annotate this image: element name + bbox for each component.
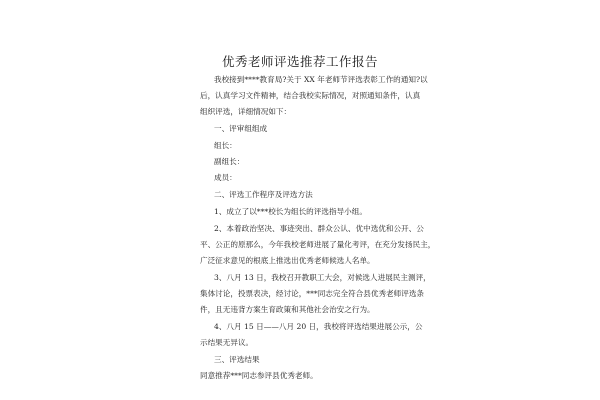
- paragraph-line: 副组长：: [214, 157, 245, 166]
- paragraph-line: 组长：: [214, 141, 237, 150]
- paragraph-line: 4、八月 15 日——八月 20 日，我校将评选结果进展公示，公: [214, 322, 423, 331]
- paragraph-line: 3、八月 13 日，我校召开教职工大会，对候选人进展民主测评，: [214, 273, 431, 282]
- paragraph-line: 后，认真学习文件精神，结合我校实际情况，对照通知条件，认真: [200, 91, 421, 100]
- paragraph-line: 广泛征求意见的根底上推选出优秀老师候选人名单。: [200, 256, 375, 265]
- paragraph-line: 同意推荐***同志参评县优秀老师。: [200, 371, 318, 380]
- paragraph-line: 组织评选，详细情况如下：: [200, 107, 292, 116]
- paragraph-line: 成员：: [214, 173, 237, 182]
- paragraph-line: 集体讨论，投票表决，经讨论，***同志完全符合县优秀老师评选条: [200, 289, 425, 298]
- paragraph-line: 1、成立了以***校长为组长的评选指导小组。: [214, 207, 367, 216]
- section-heading: 二、评选工作程序及评选方法: [214, 190, 313, 199]
- paragraph-line: 平、公正的原那么，今年我校老师进展了量化考评，在充分发扬民主，: [200, 240, 436, 249]
- document-title: 优秀老师评选推荐工作报告: [221, 54, 378, 69]
- section-heading: 一、评审组组成: [214, 124, 268, 133]
- paragraph-line: 2、本着政治坚决、事迹突出、群众公认、优中选优和公开、公: [214, 224, 424, 233]
- paragraph-line: 件，且无违背方案生育政策和其他社会治安之行为。: [200, 305, 375, 314]
- section-heading: 三、评选结果: [214, 355, 260, 364]
- paragraph-line: 我校接到****教育局?关于 XX 年老师节评选表彰工作的通知?以: [214, 75, 428, 84]
- paragraph-line: 示结果无异议。: [200, 338, 254, 347]
